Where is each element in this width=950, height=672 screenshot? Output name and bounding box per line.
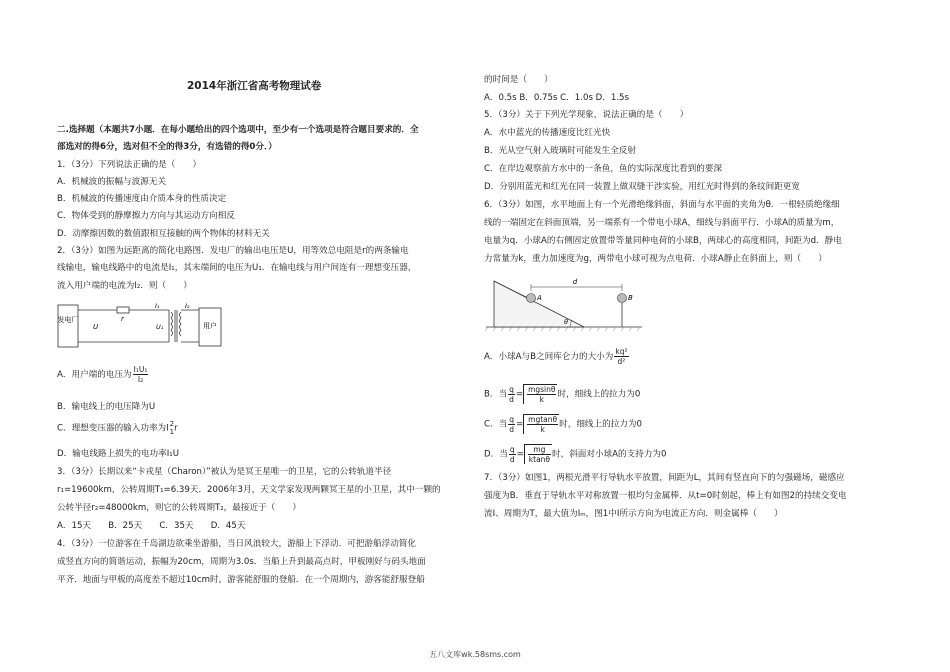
label-A: A (537, 294, 542, 302)
q6-option-a-numerator: kq² (615, 347, 628, 356)
q6-option-b-d: d (509, 394, 514, 404)
q2-option-c-r: r (174, 423, 178, 434)
q6-option-c-root-num: mgtanθ (528, 415, 558, 424)
q1-option-d: D．动摩擦因数的数值跟相互接触的两个物体的材料无关 (57, 229, 270, 239)
q6-option-b-eq: = (515, 389, 524, 400)
q1-option-a: A．机械波的振幅与波源无关 (57, 177, 167, 187)
label-d: d (572, 278, 578, 286)
q2-option-a-fraction (133, 365, 149, 384)
q6-option-b-q: q (509, 384, 514, 394)
q7-line3: 流I、周期为T，最大值为Iₘ，图1中I所示方向为电流正方向．则金属棒（ ） (484, 509, 783, 519)
label-I1: I₁ (155, 302, 160, 310)
incline-figure (484, 273, 644, 333)
q1-option-b: B．机械波的传播速度由介质本身的性质决定 (57, 194, 227, 204)
q6-option-d-q-over-d (509, 445, 516, 464)
resistor-r (117, 307, 129, 313)
q2-line1: 2．（3分）如图为远距离的简化电路图．发电厂的输出电压是U，用等效总电阻是r的两条输电 (57, 246, 409, 256)
q4-line3: 平齐．地面与甲板的高度差不超过10cm时，游客能舒服的登船．在一个周期内，游客能舒服登船 (57, 575, 425, 585)
q6-option-b-suffix: 时，细线上的拉力为0 (557, 389, 641, 400)
q6-option-b-root-den: k (539, 395, 544, 404)
q4-line4: 的时间是（ ） (484, 75, 553, 85)
q6-option-d-d: d (509, 454, 515, 464)
q6-option-d-eq: = (516, 449, 524, 460)
q2-option-c (57, 420, 178, 436)
q6-line1: 6．（3分）如图，水平地面上有一个光滑绝缘斜面，斜面与水平面的夹角为θ．一根轻质绝缘细 (484, 200, 840, 210)
q4-line2: 成竖直方向的简谐运动，振幅为20cm，周期为3.0s．当船上升到最高点时，甲板刚好与码头地面 (57, 557, 426, 567)
q1-stem: 1．（3分）下列说法正确的是（ ） (57, 160, 202, 170)
q6-option-c-d: d (509, 424, 514, 434)
q3-line1: 3．（3分）长期以来“卡戎星（Charon）”被认为是冥王星唯一的卫星，它的公转轨道半径 (57, 467, 392, 477)
q6-option-c (484, 414, 642, 434)
q6-option-d-suffix: 时，斜面对小球A的支持力为0 (552, 449, 667, 460)
plant-box (58, 305, 78, 347)
q6-option-b-root-num: mgsinθ (528, 385, 556, 394)
section-heading-line1: 二.选择题（本题共7小题．在每小题给出的四个选项中，至少有一个选项是符合题目要求的．全 (57, 125, 419, 135)
q6-option-d-root-den: ktanθ (528, 455, 551, 464)
transformer-primary (171, 312, 173, 336)
q2-option-d: D．输电线路上损失的电功率I₁U (57, 449, 180, 459)
plant-label: 发电厂 (57, 316, 79, 324)
q6-option-d (484, 444, 667, 464)
q6-option-b-q-over-d (508, 385, 515, 404)
q7-line1: 7．（3分）如图1，两根光滑平行导轨水平放置，间距为L，其间有竖直向下的匀强磁场，磁感应 (484, 473, 845, 483)
q6-option-c-root-den: k (540, 425, 545, 434)
q1-option-c: C．物体受到的静摩擦力方向与其运动方向相反 (57, 211, 235, 221)
q6-option-d-text: D．当 (484, 449, 508, 460)
q2-option-a (57, 365, 149, 384)
label-r: r (121, 315, 124, 323)
ball-B (618, 294, 627, 303)
page-title: 2014年浙江省高考物理试卷 (187, 80, 322, 92)
label-B: B (628, 294, 633, 302)
section-heading-line2: 部选对的得6分，选对但不全的得3分，有选错的得0分．） (57, 142, 277, 152)
q6-option-c-text: C．当 (484, 419, 508, 430)
q3-line3: 公转半径r₂=48000km，则它的公转周期T₂，最接近于（ ） (57, 503, 302, 513)
q6-option-b-sqrt (523, 384, 557, 404)
q5-option-b: B．光从空气射入玻璃时可能发生全反射 (484, 146, 636, 156)
q6-line3: 电量为q．小球A的右侧固定放置带等量同种电荷的小球B，两球心的高度相同，间距为d．静电 (484, 236, 842, 246)
q6-option-a (484, 347, 630, 366)
q4-options: A．0.5s B．0.75s C．1.0s D．1.5s (484, 93, 630, 103)
q6-option-d-root-num: mg (528, 445, 551, 455)
q6-line4: 力常量为k，重力加速度为g，两带电小球可视为点电荷．小球A静止在斜面上，则（ ） (484, 254, 827, 264)
q2-option-c-sub: 1 (169, 428, 175, 436)
q3-options: A．15天 B．25天 C．35天 D．45天 (57, 521, 246, 531)
q4-line1: 4．（3分）一位游客在千岛湖边欲乘坐游船，当日风浪较大，游船上下浮动．可把游船浮动简化 (57, 539, 416, 549)
ball-A (527, 294, 536, 303)
user-label: 用户 (203, 322, 217, 330)
q6-option-a-text: A．小球A与B之间库仑力的大小为 (484, 352, 614, 362)
q6-option-b (484, 384, 640, 404)
label-theta: θ (564, 318, 568, 326)
q2-option-a-numerator: I₁U₁ (133, 365, 148, 374)
q2-option-a-denominator: I₂ (137, 375, 144, 384)
q2-option-c-sup: 2 (169, 420, 175, 428)
q6-option-b-text: B．当 (484, 389, 508, 400)
q6-option-c-q-over-d (508, 415, 515, 434)
q6-option-a-fraction (614, 347, 628, 366)
q6-option-c-q: q (509, 414, 514, 424)
q5-stem: 5．（3分）关于下列光学现象，说法正确的是（ ） (484, 110, 689, 120)
q6-option-a-denominator: d² (617, 357, 626, 366)
page-footer: 五八文库wk.58sms.com (429, 650, 521, 659)
q7-line2: 强度为B．垂直于导轨水平对称放置一根均匀金属棒．从t=0时刻起，棒上有如图2的持续交变电 (484, 491, 847, 501)
q6-option-c-suffix: 时，细线上的拉力为0 (559, 419, 642, 430)
q2-line3: 流入用户端的电流为I₂．则（ ） (57, 281, 192, 291)
q5-option-a: A．水中蓝光的传播速度比红光快 (484, 128, 611, 138)
transformer-secondary (180, 312, 182, 336)
q2-line2: 线输电，输电线路中的电流是I₁，其末端间的电压为U₁．在输电线与用户间连有一理想变压器， (57, 263, 417, 273)
q2-option-c-text: C．理想变压器的输入功率为I (57, 423, 169, 434)
label-I2: I₂ (185, 302, 190, 310)
q6-option-d-q: q (509, 444, 515, 454)
q6-line2: 线的一端固定在斜面顶端，另一端系有一个带电小球A，细线与斜面平行．小球A的质量为m， (484, 218, 840, 228)
q3-line2: r₁=19600km，公转周期T₁=6.39天．2006年3月，天文学家发现两颗冥王星的小卫星，其中一颗的 (57, 485, 441, 495)
q5-option-c: C．在岸边观察前方水中的一条鱼，鱼的实际深度比看到的要深 (484, 164, 723, 174)
label-U: U (93, 323, 99, 331)
q6-option-c-eq: = (515, 419, 524, 430)
power-line-circuit-figure (57, 300, 227, 354)
q5-option-d: D．分别用蓝光和红光在同一装置上做双缝干涉实验，用红光时得到的条纹间距更宽 (484, 182, 800, 192)
label-U1: U₁ (156, 323, 164, 331)
q2-option-b: B．输电线上的电压降为U (57, 402, 156, 412)
q6-option-d-sqrt (524, 444, 552, 464)
q2-option-a-text: A．用户端的电压为 (57, 370, 132, 380)
q6-option-c-sqrt (523, 414, 559, 434)
